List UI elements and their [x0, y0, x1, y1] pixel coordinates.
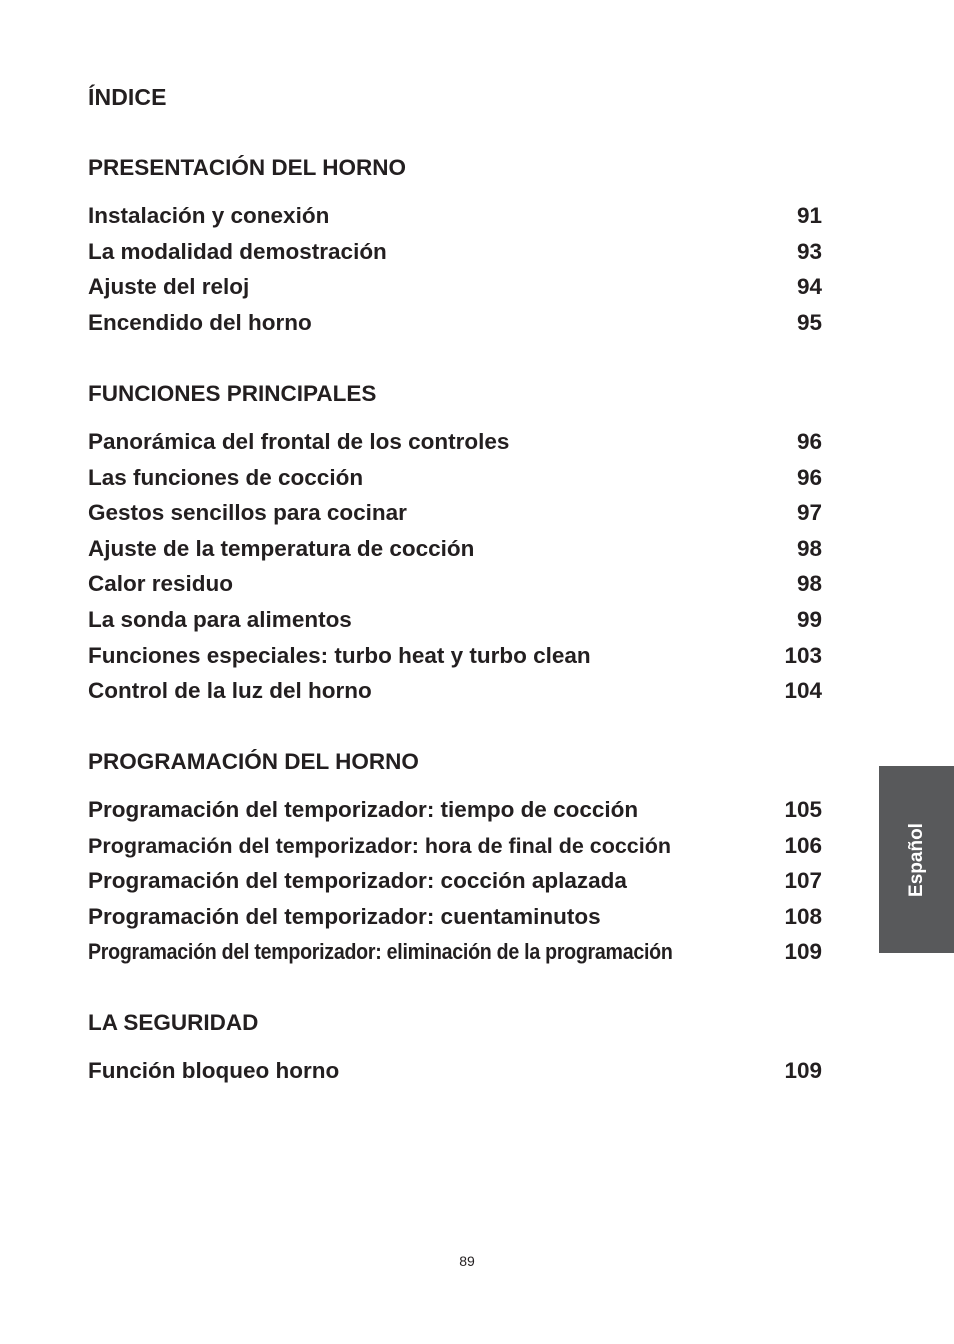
- entry-label: Programación del temporizador: cocción aplazada: [88, 868, 627, 894]
- toc-entry[interactable]: [88, 833, 822, 869]
- toc-entry[interactable]: [88, 429, 822, 465]
- toc-entry[interactable]: [88, 797, 822, 833]
- entry-label: Calor residuo: [88, 571, 234, 597]
- section-presentacion: [88, 155, 822, 345]
- entry-page: 96: [796, 429, 822, 454]
- section-funciones: [88, 381, 822, 714]
- entry-page: 109: [784, 939, 822, 965]
- entry-label: La modalidad demostración: [88, 238, 387, 264]
- toc-entry[interactable]: [88, 239, 822, 275]
- entry-page: 109: [784, 1058, 822, 1083]
- toc-entry[interactable]: [88, 868, 822, 904]
- entry-label: Ajuste de la temperatura de cocción: [88, 535, 475, 561]
- toc-entry[interactable]: [88, 536, 822, 572]
- toc-entry[interactable]: [88, 678, 822, 714]
- entry-label: La sonda para alimentos: [88, 606, 352, 632]
- entry-label: Ajuste del reloj: [88, 274, 250, 300]
- entry-page: 108: [784, 903, 822, 929]
- entry-label: Programación del temporizador: cuentaminutos: [88, 903, 601, 929]
- page-number: 89: [459, 1253, 475, 1269]
- entry-page: 107: [784, 868, 822, 894]
- toc-entry[interactable]: [88, 274, 822, 310]
- toc-entry[interactable]: [88, 465, 822, 501]
- toc-entry[interactable]: [88, 939, 822, 975]
- index-title: ÍNDICE: [88, 84, 167, 110]
- section-heading: LA SEGURIDAD: [88, 1010, 259, 1035]
- entry-page: 91: [796, 203, 822, 228]
- entry-label: Control de la luz del horno: [88, 678, 372, 704]
- language-tab-label: Español: [905, 822, 927, 897]
- toc-entry[interactable]: [88, 203, 822, 239]
- toc-entry[interactable]: [88, 1058, 822, 1094]
- entry-page: 98: [796, 535, 822, 561]
- entry-label: Las funciones de cocción: [88, 464, 364, 490]
- language-tab: [879, 766, 954, 953]
- toc-entry[interactable]: [88, 571, 822, 607]
- toc-entry[interactable]: [88, 607, 822, 643]
- entry-label: Programación del temporizador: tiempo de cocción: [88, 797, 639, 822]
- entry-page: 94: [796, 274, 822, 300]
- toc-entry[interactable]: [88, 643, 822, 679]
- toc-entry[interactable]: [88, 310, 822, 346]
- entry-label: Funciones especiales: turbo heat y turbo clean: [88, 642, 591, 668]
- entry-label: Instalación y conexión: [88, 203, 330, 228]
- entry-label: Encendido del horno: [88, 309, 312, 335]
- entry-page: 96: [796, 464, 822, 490]
- entry-page: 105: [784, 797, 822, 822]
- entry-label: Función bloqueo horno: [88, 1058, 340, 1083]
- entry-page: 95: [796, 309, 822, 335]
- section-programacion: [88, 749, 822, 975]
- section-heading: FUNCIONES PRINCIPALES: [88, 381, 377, 406]
- entry-label: Gestos sencillos para cocinar: [88, 500, 407, 526]
- entry-page: 98: [796, 571, 822, 597]
- entry-page: 99: [796, 606, 822, 632]
- section-heading: PRESENTACIÓN DEL HORNO: [88, 155, 406, 180]
- entry-page: 97: [796, 500, 822, 526]
- section-heading: PROGRAMACIÓN DEL HORNO: [88, 749, 419, 774]
- section-seguridad: [88, 1010, 822, 1094]
- entry-page: 106: [784, 832, 822, 858]
- entry-page: 93: [796, 238, 822, 264]
- entry-label: Programación del temporizador: hora de final de cocción: [88, 833, 671, 858]
- toc-entry[interactable]: [88, 500, 822, 536]
- entry-label: Programación del temporizador: eliminación de la programación: [88, 939, 673, 965]
- entry-label: Panorámica del frontal de los controles: [88, 429, 510, 454]
- entry-page: 103: [784, 642, 822, 668]
- toc-entry[interactable]: [88, 904, 822, 940]
- entry-page: 104: [784, 678, 822, 704]
